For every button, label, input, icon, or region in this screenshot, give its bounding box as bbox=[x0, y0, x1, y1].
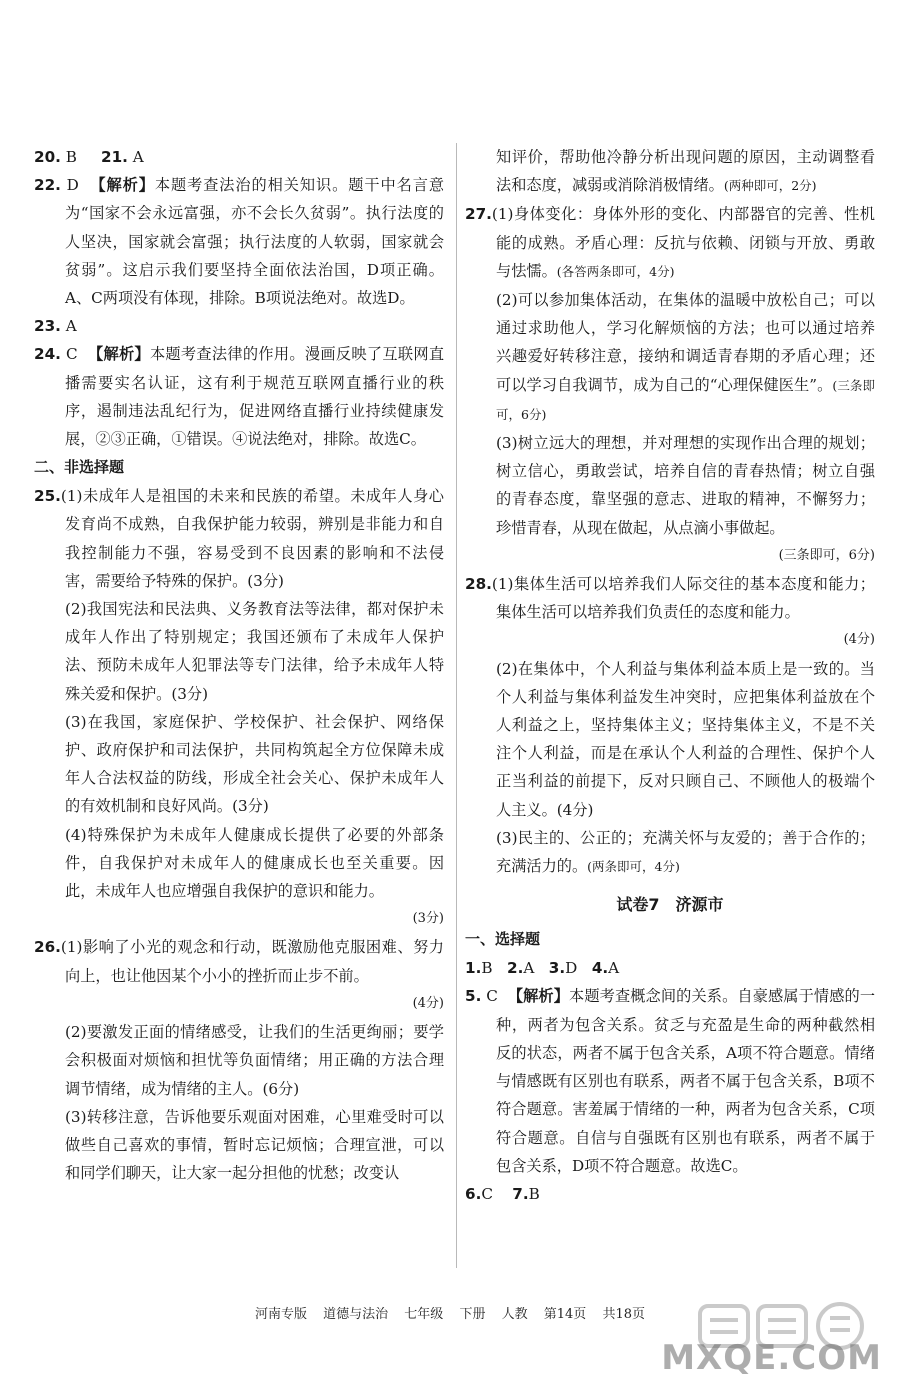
q6-number: 6. bbox=[465, 1184, 482, 1203]
q21-number: 21. bbox=[101, 148, 128, 166]
q5-analysis: 本题考查概念间的关系。自豪感属于情感的一种，两者为包含关系。贫乏与充盈是生命的两种截然相反的状态，两者不属于包含关系，A项不符合题意。情绪与情感既有区别也有联系，两者不属于包含关系，B项不符合题意。害羞属于情绪的一种，两者为包含关系，C项符合题意。自信与自强既有区别也有联系，两者不属于包含关系，D项不符合题意。故选C。 bbox=[496, 987, 876, 1175]
right-column bbox=[465, 143, 875, 1208]
q27-answer-1: (1)身体变化：身体外形的变化、内部器官的完善、性机能的成熟。矛盾心理：反抗与依赖、闭锁与开放、勇敢与怯懦。 bbox=[491, 205, 875, 280]
q4-answer: A bbox=[608, 959, 620, 978]
section-heading-choice: 一、选择题 bbox=[465, 930, 541, 949]
q26-answer-1: (1)影响了小光的观念和行动，既激励他克服困难、努力向上，也让他因某个小小的挫折而止步不前。 bbox=[60, 938, 444, 985]
q27-part2 bbox=[465, 286, 875, 429]
section-heading-nonchoice: 二、非选择题 bbox=[34, 458, 125, 477]
q28-score-3: (两条即可，4分) bbox=[587, 859, 680, 875]
q2-number: 2. bbox=[507, 959, 524, 978]
q26-score-3: (两种即可，2分) bbox=[723, 178, 817, 194]
footer-volume: 下册 bbox=[459, 1307, 486, 1322]
q28-part1 bbox=[465, 570, 875, 626]
q27-score-2: (三条即可，6分) bbox=[496, 377, 875, 422]
q26-answer-2: (2)要激发正面的情绪感受，让我们的生活更绚丽；要学会积极面对烦恼和担忧等负面情绪；用正确的方法合理调节情绪，成为情绪的主人。(6分) bbox=[65, 1023, 444, 1098]
left-column bbox=[34, 143, 444, 1187]
q26-answer-3-cont: 知评价，帮助他冷静分析出现问题的原因，主动调整看法和态度，减弱或消除消极情绪。 bbox=[496, 148, 875, 195]
q25-number: 25. bbox=[34, 487, 61, 506]
answers-1-4 bbox=[465, 954, 875, 982]
footer-page-number: 第14页 bbox=[543, 1307, 587, 1322]
q20-answer: B bbox=[65, 148, 77, 166]
q26-answer-3: (3)转移注意，告诉他要乐观面对困难，心里难受时可以做些自己喜欢的事情，暂时忘记烦恼；合理宣泄，可以和同学们聊天，让大家一起分担他的忧愁；改变认 bbox=[65, 1107, 444, 1183]
q3-answer: D bbox=[565, 959, 578, 978]
paper-title: 试卷7 济源市 bbox=[616, 895, 724, 915]
q4-number: 4. bbox=[591, 959, 609, 978]
q5-answer: C bbox=[486, 987, 498, 1006]
q27-answer-3: (3)树立远大的理想，并对理想的实现作出合理的规划；树立信心，勇敢尝试，培养自信的青春热情；树立自强的青春态度，靠坚强的意志、进取的精神，不懈努力；珍惜青春，从现在做起，从点滴小事做起。 bbox=[496, 434, 875, 537]
q24-block bbox=[34, 340, 444, 453]
q1-number: 1. bbox=[465, 959, 482, 978]
answers-20-21 bbox=[34, 143, 444, 171]
answers-6-7 bbox=[465, 1180, 875, 1208]
q22-block bbox=[34, 171, 444, 312]
q6-answer: C bbox=[481, 1184, 493, 1203]
column-divider bbox=[456, 143, 457, 1268]
q26-score-1: (4分) bbox=[412, 995, 444, 1011]
q26-part1 bbox=[34, 933, 444, 989]
footer-grade: 七年级 bbox=[404, 1307, 444, 1322]
q28-answer-1: (1)集体生活可以培养我们人际交往的基本态度和能力；集体生活可以培养我们负责任的态度和能力。 bbox=[491, 575, 875, 622]
q20-number: 20. bbox=[34, 148, 61, 166]
watermark-site: MXQE.COM bbox=[661, 1338, 882, 1378]
q5-block bbox=[465, 982, 875, 1179]
q23-answer: A bbox=[65, 317, 77, 336]
q24-answer: C bbox=[66, 345, 78, 364]
q26-continuation bbox=[465, 143, 875, 200]
q25-score-4: (3分) bbox=[412, 911, 444, 927]
footer-publisher: 人教 bbox=[501, 1307, 528, 1322]
footer-subject: 道德与法治 bbox=[323, 1307, 389, 1322]
q7-answer: B bbox=[528, 1184, 540, 1203]
q25-answer-4: (4)特殊保护为未成年人健康成长提供了必要的外部条件，自我保护对未成年人的健康成长也至关重要。因此，未成年人也应增强自我保护的意识和能力。 bbox=[65, 825, 444, 901]
q22-answer: D bbox=[66, 176, 79, 195]
q28-answer-3: (3)民主的、公正的；充满关怀与友爱的；善于合作的；充满活力的。 bbox=[496, 828, 875, 876]
q27-number: 27. bbox=[465, 205, 492, 224]
q24-number: 24. bbox=[34, 345, 61, 364]
analysis-tag: 【解析】 bbox=[507, 987, 570, 1006]
footer-edition: 河南专版 bbox=[254, 1307, 307, 1322]
q27-part1 bbox=[465, 200, 875, 286]
q5-number: 5. bbox=[465, 987, 482, 1006]
q24-analysis: 本题考查法律的作用。漫画反映了互联网直播需要实名认证，这有利于规范互联网直播行业的秩序，遏制违法乱纪行为，促进网络直播行业持续健康发展，②③正确，①错误。④说法绝对，排除。故选C。 bbox=[65, 345, 445, 449]
q27-score-3: (三条即可，6分) bbox=[778, 547, 875, 563]
q21-answer: A bbox=[132, 148, 144, 166]
q25-answer-2: (2)我国宪法和民法典、义务教育法等法律，都对保护未成年人作出了特别规定；我国还颁布了未成年人保护法、预防未成年人犯罪法等专门法律，给予未成年人特殊关爱和保护。(3分) bbox=[65, 600, 444, 703]
q23-block bbox=[34, 312, 444, 340]
q25-answer-1: (1)未成年人是祖国的未来和民族的希望。未成年人身心发育尚不成熟，自我保护能力较弱，辨别是非能力和自我控制能力不强，容易受到不良因素的影响和不法侵害，需要给予特殊的保护。(3分) bbox=[60, 487, 444, 590]
q28-part3 bbox=[465, 824, 875, 881]
analysis-tag: 【解析】 bbox=[87, 345, 150, 364]
q28-number: 28. bbox=[465, 575, 492, 594]
q26-number: 26. bbox=[34, 938, 61, 957]
q3-number: 3. bbox=[548, 959, 566, 978]
q28-answer-2: (2)在集体中，个人利益与集体利益本质上是一致的。当个人利益与集体利益发生冲突时，应把集体利益放在个人利益之上，坚持集体主义；坚持集体主义，不是不关注个人利益，而是在承认个人利益的合理性、保护个人正当利益的前提下，反对只顾自己、不顾他人的极端个人主义。(4分) bbox=[496, 659, 875, 819]
q27-answer-2: (2)可以参加集体活动，在集体的温暖中放松自己；可以通过求助他人，学习化解烦恼的方法；也可以通过培养兴趣爱好转移注意，接纳和调适青春期的矛盾心理；还可以学习自我调节，成为自己的“心理保健医生”。 bbox=[496, 291, 875, 394]
q22-analysis: 本题考查法治的相关知识。题干中名言意为“国家不会永远富强，亦不会长久贫弱”。执行法度的人坚决，国家就会富强；执行法度的人软弱，国家就会贫弱”。这启示我们要坚持全面依法治国，D项正确。A、C两项没有体现，排除。B项说法绝对。故选D。 bbox=[65, 176, 445, 308]
q25-part1 bbox=[34, 482, 444, 595]
q2-answer: A bbox=[523, 959, 535, 978]
q25-answer-3: (3)在我国，家庭保护、学校保护、社会保护、网络保护、政府保护和司法保护，共同构筑起全方位保障未成年人合法权益的防线，形成全社会关心、保护未成年人的有效机制和良好风尚。(3分) bbox=[65, 712, 444, 816]
q23-number: 23. bbox=[34, 317, 61, 336]
q27-score-1: (各答两条即可，4分) bbox=[556, 263, 675, 279]
footer-total-pages: 共18页 bbox=[602, 1307, 645, 1322]
q22-number: 22. bbox=[34, 176, 61, 195]
analysis-tag: 【解析】 bbox=[90, 176, 155, 195]
q7-number: 7. bbox=[512, 1184, 529, 1203]
q28-score-1: (4分) bbox=[843, 632, 875, 648]
q1-answer: B bbox=[481, 959, 493, 978]
